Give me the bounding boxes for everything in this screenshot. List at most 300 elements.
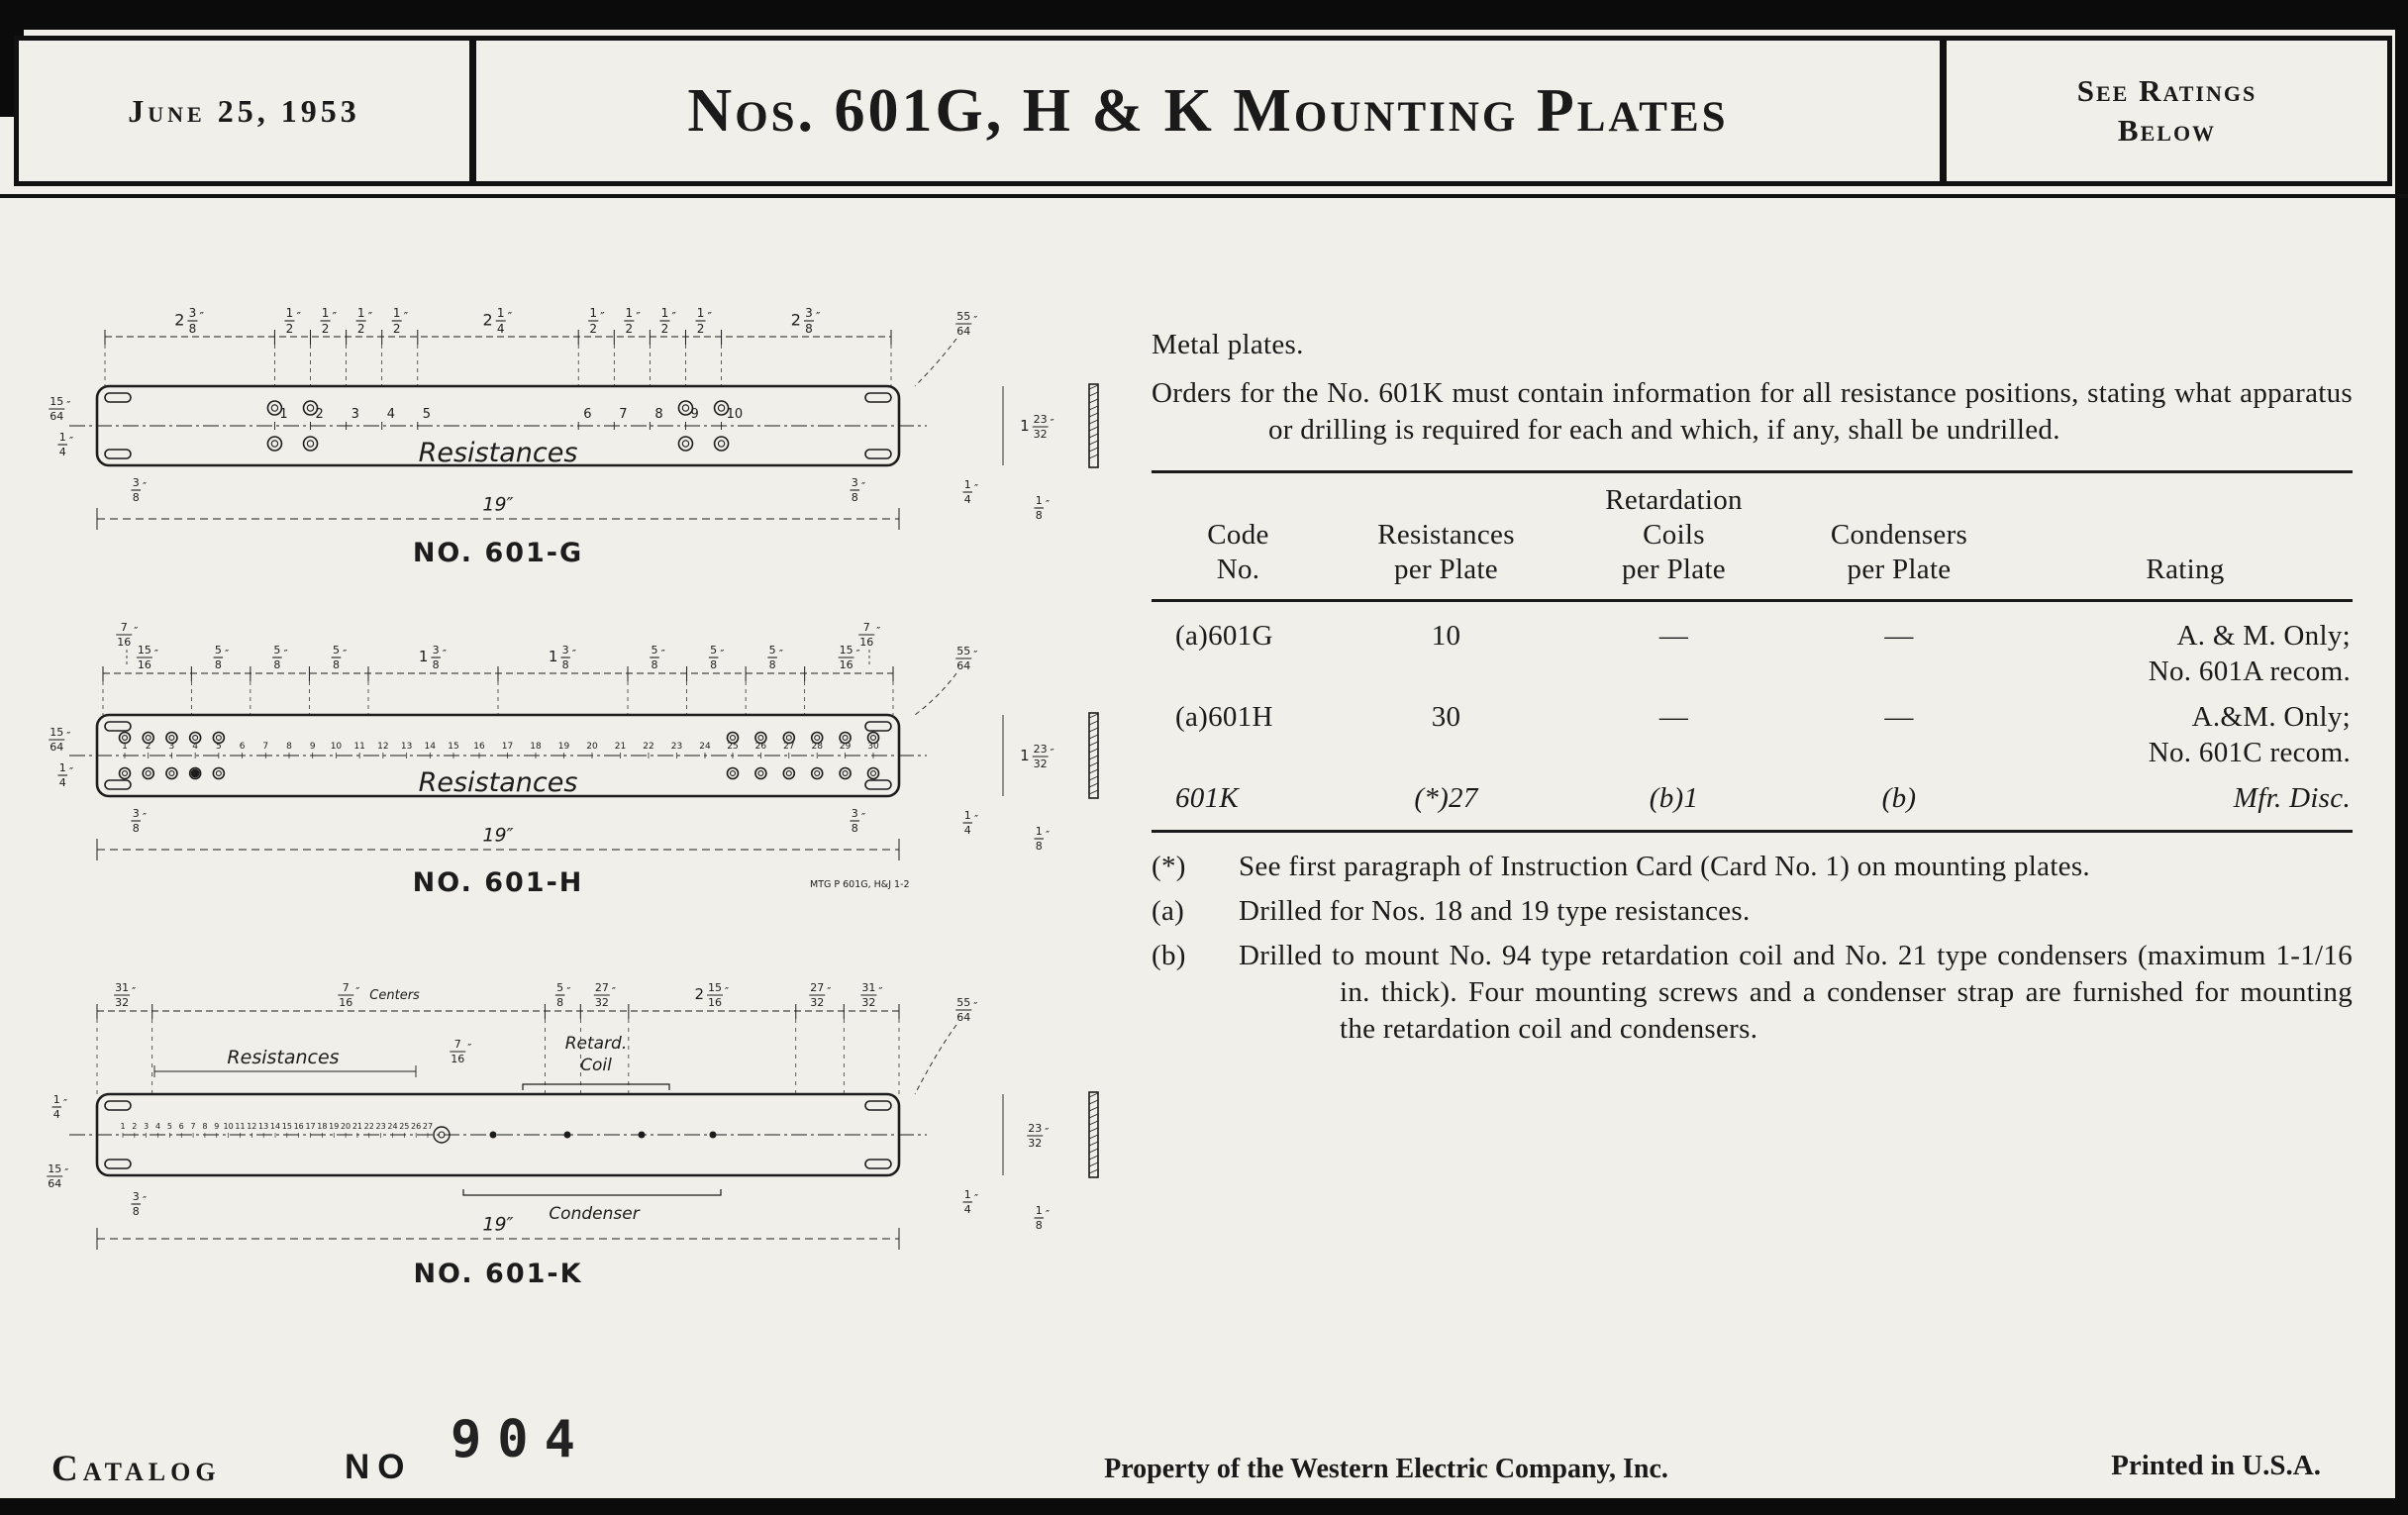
svg-text:16: 16 bbox=[293, 1122, 304, 1131]
svg-text:14: 14 bbox=[269, 1122, 281, 1131]
svg-text:″: ″ bbox=[142, 1194, 148, 1207]
svg-text:8: 8 bbox=[214, 658, 222, 671]
catalog-number: 904 bbox=[451, 1410, 591, 1469]
svg-text:16: 16 bbox=[707, 996, 722, 1009]
svg-text:3: 3 bbox=[851, 476, 858, 489]
svg-text:4: 4 bbox=[963, 493, 971, 506]
orders-paragraph: Orders for the No. 601K must contain information for all resistance positions, stating what apparatus or drilling is required for each and which, if any, shall be undrilled. bbox=[1152, 377, 2353, 446]
svg-text:1: 1 bbox=[625, 306, 634, 320]
svg-text:″: ″ bbox=[973, 813, 979, 826]
svg-text:11: 11 bbox=[235, 1122, 246, 1131]
drawing-caption: NO. 601-K bbox=[413, 1259, 583, 1289]
svg-text:1: 1 bbox=[279, 407, 288, 422]
svg-text:5: 5 bbox=[422, 407, 432, 422]
svg-text:6: 6 bbox=[239, 742, 246, 752]
svg-text:17: 17 bbox=[305, 1122, 316, 1131]
svg-text:13: 13 bbox=[400, 742, 413, 752]
cell-coils: (b)1 bbox=[1649, 782, 1699, 814]
svg-text:26: 26 bbox=[754, 742, 767, 752]
right-border-bar bbox=[2395, 0, 2408, 1515]
drawing-601K bbox=[28, 946, 1166, 1342]
svg-text:64: 64 bbox=[48, 1177, 62, 1190]
description-panel bbox=[1152, 327, 2353, 1056]
retard-coil-label: Retard. bbox=[564, 1034, 628, 1054]
svg-text:″: ″ bbox=[507, 310, 513, 324]
svg-text:2: 2 bbox=[790, 310, 801, 330]
svg-text:8: 8 bbox=[851, 491, 858, 504]
svg-text:″: ″ bbox=[142, 811, 148, 824]
svg-text:1: 1 bbox=[1035, 825, 1043, 838]
table-row-601K bbox=[1152, 780, 2353, 816]
svg-text:31: 31 bbox=[861, 981, 876, 994]
cell-code: 601K bbox=[1175, 782, 1240, 814]
svg-text:″: ″ bbox=[724, 985, 730, 998]
svg-text:″: ″ bbox=[1045, 498, 1051, 511]
svg-text:2: 2 bbox=[696, 322, 705, 336]
svg-text:16: 16 bbox=[839, 658, 853, 671]
svg-text:64: 64 bbox=[50, 741, 64, 754]
svg-text:5: 5 bbox=[332, 644, 340, 656]
svg-text:8: 8 bbox=[202, 1122, 208, 1131]
svg-text:8: 8 bbox=[286, 742, 292, 752]
svg-text:10: 10 bbox=[223, 1122, 234, 1131]
svg-text:8: 8 bbox=[1035, 840, 1043, 853]
drawing-caption: NO. 601-H bbox=[412, 867, 584, 898]
svg-text:64: 64 bbox=[956, 325, 971, 338]
svg-text:″: ″ bbox=[671, 310, 676, 324]
svg-text:7: 7 bbox=[862, 621, 870, 634]
svg-text:9: 9 bbox=[309, 742, 316, 752]
svg-text:″: ″ bbox=[571, 648, 577, 660]
svg-text:13: 13 bbox=[258, 1122, 269, 1131]
svg-text:10: 10 bbox=[726, 407, 744, 422]
svg-text:19″: 19″ bbox=[482, 1213, 514, 1236]
svg-text:″: ″ bbox=[403, 310, 409, 324]
svg-text:2: 2 bbox=[285, 322, 294, 336]
table-row-601G bbox=[1152, 618, 2353, 689]
svg-text:4: 4 bbox=[154, 1122, 161, 1131]
svg-text:22: 22 bbox=[363, 1122, 374, 1131]
svg-text:2: 2 bbox=[315, 407, 324, 422]
svg-text:19″: 19″ bbox=[482, 824, 514, 847]
catalog-no-label: NO bbox=[345, 1448, 413, 1486]
svg-text:1: 1 bbox=[120, 1122, 126, 1131]
svg-text:″: ″ bbox=[283, 648, 288, 660]
svg-text:″: ″ bbox=[1045, 1126, 1050, 1139]
svg-text:12: 12 bbox=[377, 742, 389, 752]
svg-text:8: 8 bbox=[768, 658, 776, 671]
svg-text:1: 1 bbox=[58, 431, 66, 444]
svg-text:15: 15 bbox=[48, 1162, 62, 1175]
svg-text:4: 4 bbox=[963, 824, 971, 837]
svg-text:″: ″ bbox=[876, 625, 881, 638]
svg-text:3: 3 bbox=[144, 1122, 150, 1131]
svg-text:1: 1 bbox=[1035, 494, 1043, 507]
svg-text:7: 7 bbox=[342, 981, 350, 994]
svg-text:″: ″ bbox=[296, 310, 301, 324]
cell-resistances: 10 bbox=[1431, 620, 1461, 652]
svg-text:3: 3 bbox=[132, 476, 140, 489]
svg-text:1: 1 bbox=[548, 647, 558, 665]
svg-text:″: ″ bbox=[332, 310, 338, 324]
cell-coils: — bbox=[1658, 620, 1689, 652]
svg-text:4: 4 bbox=[386, 407, 395, 422]
svg-text:16: 16 bbox=[473, 742, 485, 752]
svg-text:8: 8 bbox=[132, 491, 140, 504]
cell-rating: Mfr. Disc. bbox=[2233, 782, 2351, 814]
svg-text:20: 20 bbox=[586, 742, 598, 752]
svg-text:55: 55 bbox=[956, 645, 971, 657]
svg-text:1: 1 bbox=[963, 809, 971, 822]
svg-text:21: 21 bbox=[351, 1122, 363, 1131]
svg-text:55: 55 bbox=[956, 996, 971, 1009]
svg-text:″: ″ bbox=[153, 648, 159, 660]
svg-text:″: ″ bbox=[68, 435, 74, 448]
svg-text:55: 55 bbox=[956, 310, 971, 323]
svg-text:6: 6 bbox=[583, 407, 592, 422]
svg-text:″: ″ bbox=[134, 625, 139, 638]
footnote-a: (a) Drilled for Nos. 18 and 19 type resistances. bbox=[1152, 895, 1751, 927]
printed-notice: Printed in U.S.A. bbox=[2111, 1450, 2321, 1481]
svg-text:″: ″ bbox=[64, 1166, 69, 1179]
svg-text:5: 5 bbox=[710, 644, 718, 656]
svg-text:32: 32 bbox=[1033, 758, 1048, 770]
svg-text:8: 8 bbox=[561, 658, 569, 671]
svg-text:23: 23 bbox=[670, 742, 683, 752]
svg-text:″: ″ bbox=[66, 399, 71, 412]
svg-text:3: 3 bbox=[851, 807, 858, 820]
svg-text:8: 8 bbox=[132, 1205, 140, 1218]
svg-text:8: 8 bbox=[1035, 1219, 1043, 1232]
svg-text:1: 1 bbox=[418, 647, 429, 665]
svg-text:″: ″ bbox=[367, 310, 373, 324]
table-bottom-rule bbox=[1152, 830, 2353, 833]
svg-text:24: 24 bbox=[387, 1122, 398, 1131]
svg-text:″: ″ bbox=[973, 649, 978, 661]
footnotes bbox=[1152, 849, 2353, 1048]
svg-text:5: 5 bbox=[214, 644, 222, 656]
svg-text:3: 3 bbox=[561, 644, 569, 656]
svg-text:1: 1 bbox=[589, 306, 598, 320]
svg-text:3: 3 bbox=[432, 644, 440, 656]
svg-text:″: ″ bbox=[860, 480, 866, 493]
col-header-resistances: Resistances per Plate bbox=[1377, 519, 1515, 585]
svg-text:″: ″ bbox=[1045, 829, 1051, 842]
cell-coils: — bbox=[1658, 701, 1689, 733]
svg-text:5: 5 bbox=[215, 742, 222, 752]
svg-text:15: 15 bbox=[50, 395, 64, 408]
catalog-label: Catalog bbox=[51, 1449, 221, 1489]
svg-text:15: 15 bbox=[137, 644, 151, 656]
svg-text:″: ″ bbox=[878, 985, 883, 998]
svg-text:2: 2 bbox=[392, 322, 401, 336]
svg-text:23: 23 bbox=[1033, 413, 1048, 426]
resistances-label: Resistances bbox=[227, 1047, 340, 1068]
svg-text:″: ″ bbox=[973, 482, 979, 495]
svg-text:32: 32 bbox=[861, 996, 876, 1009]
drawing-caption: NO. 601-G bbox=[412, 538, 584, 568]
svg-text:28: 28 bbox=[811, 742, 823, 752]
svg-text:10: 10 bbox=[330, 742, 343, 752]
svg-text:Centers: Centers bbox=[369, 987, 420, 1003]
svg-text:″: ″ bbox=[855, 648, 860, 660]
svg-text:″: ″ bbox=[720, 648, 725, 660]
cell-code: (a)601G bbox=[1175, 620, 1273, 652]
svg-text:7: 7 bbox=[190, 1122, 196, 1131]
svg-text:5: 5 bbox=[273, 644, 281, 656]
svg-text:25: 25 bbox=[399, 1122, 410, 1131]
issue-date-text: June 25, 1953 bbox=[128, 92, 360, 129]
svg-text:2: 2 bbox=[145, 742, 151, 752]
svg-text:″: ″ bbox=[66, 730, 71, 743]
svg-text:64: 64 bbox=[956, 1011, 971, 1024]
svg-text:1: 1 bbox=[356, 306, 365, 320]
svg-text:27: 27 bbox=[422, 1122, 434, 1131]
svg-text:1: 1 bbox=[1020, 416, 1030, 435]
svg-text:27: 27 bbox=[783, 742, 795, 752]
svg-text:5: 5 bbox=[651, 644, 658, 656]
svg-text:″: ″ bbox=[1050, 747, 1054, 759]
svg-text:8: 8 bbox=[710, 658, 718, 671]
svg-text:64: 64 bbox=[50, 410, 64, 423]
svg-text:15: 15 bbox=[839, 644, 853, 656]
svg-text:16: 16 bbox=[117, 636, 132, 649]
svg-text:″: ″ bbox=[1050, 417, 1054, 430]
svg-text:″: ″ bbox=[778, 648, 783, 660]
svg-text:3: 3 bbox=[805, 306, 813, 320]
svg-text:24: 24 bbox=[699, 742, 711, 752]
svg-text:16: 16 bbox=[451, 1053, 465, 1065]
svg-text:23: 23 bbox=[1028, 1122, 1043, 1135]
svg-text:7: 7 bbox=[619, 407, 628, 422]
svg-text:32: 32 bbox=[810, 996, 825, 1009]
svg-text:1: 1 bbox=[58, 761, 66, 774]
svg-text:8: 8 bbox=[805, 322, 813, 336]
svg-text:3: 3 bbox=[351, 407, 359, 422]
svg-text:19: 19 bbox=[329, 1122, 340, 1131]
svg-text:19: 19 bbox=[557, 742, 570, 752]
svg-text:1: 1 bbox=[496, 306, 505, 320]
svg-text:16: 16 bbox=[339, 996, 353, 1009]
svg-text:9: 9 bbox=[214, 1122, 220, 1131]
svg-text:3: 3 bbox=[168, 742, 175, 752]
svg-text:15: 15 bbox=[707, 981, 722, 994]
svg-text:18: 18 bbox=[530, 742, 542, 752]
cell-condensers: — bbox=[1884, 620, 1914, 652]
svg-text:25: 25 bbox=[727, 742, 739, 752]
svg-text:12: 12 bbox=[247, 1122, 257, 1131]
svg-text:2: 2 bbox=[132, 1122, 138, 1131]
svg-text:16: 16 bbox=[137, 658, 151, 671]
svg-text:8: 8 bbox=[273, 658, 281, 671]
svg-text:″: ″ bbox=[68, 765, 74, 778]
svg-text:8: 8 bbox=[651, 658, 658, 671]
svg-text:2: 2 bbox=[660, 322, 669, 336]
svg-text:8: 8 bbox=[654, 407, 663, 422]
svg-text:4: 4 bbox=[58, 776, 66, 789]
cell-resistances: (*)27 bbox=[1414, 782, 1478, 814]
svg-text:1: 1 bbox=[660, 306, 669, 320]
svg-text:″: ″ bbox=[827, 985, 832, 998]
svg-text:32: 32 bbox=[115, 996, 130, 1009]
svg-text:″: ″ bbox=[611, 985, 616, 998]
drawing-601H bbox=[28, 594, 1166, 921]
svg-text:22: 22 bbox=[643, 742, 654, 752]
metal-plates-line: Metal plates. bbox=[1152, 329, 1304, 360]
svg-text:″: ″ bbox=[199, 310, 204, 324]
svg-text:8: 8 bbox=[432, 658, 440, 671]
svg-text:6: 6 bbox=[178, 1122, 184, 1131]
plate-label: Resistances bbox=[418, 438, 578, 468]
property-notice: Property of the Western Electric Company, Inc. bbox=[1104, 1454, 1668, 1484]
svg-text:15: 15 bbox=[448, 742, 459, 752]
svg-text:8: 8 bbox=[556, 996, 564, 1009]
cell-resistances: 30 bbox=[1431, 701, 1461, 733]
svg-text:4: 4 bbox=[963, 1203, 971, 1216]
svg-text:20: 20 bbox=[340, 1122, 351, 1131]
col-header-rating: Rating bbox=[2146, 554, 2225, 585]
svg-text:8: 8 bbox=[188, 322, 197, 336]
svg-text:″: ″ bbox=[1045, 1208, 1051, 1221]
svg-text:26: 26 bbox=[411, 1122, 422, 1131]
svg-text:″: ″ bbox=[225, 648, 230, 660]
cell-condensers: (b) bbox=[1881, 782, 1917, 814]
svg-text:2: 2 bbox=[356, 322, 365, 336]
drawing-note: MTG P 601G, H&J 1-2 bbox=[810, 879, 910, 890]
svg-text:2: 2 bbox=[482, 310, 493, 330]
svg-text:4: 4 bbox=[58, 446, 66, 458]
svg-text:2: 2 bbox=[321, 322, 330, 336]
svg-text:8: 8 bbox=[851, 822, 858, 835]
bottom-border-bar bbox=[0, 1498, 2408, 1515]
svg-text:″: ″ bbox=[600, 310, 605, 324]
drawing-601G bbox=[28, 259, 1166, 588]
ratings-table-header bbox=[1152, 473, 2353, 599]
condenser-label: Condenser bbox=[549, 1204, 640, 1224]
svg-text:4: 4 bbox=[52, 1108, 60, 1121]
col-header-retardation-coils: Retardation Coils per Plate bbox=[1605, 484, 1743, 585]
plate-label: Resistances bbox=[418, 767, 578, 798]
svg-text:7: 7 bbox=[120, 621, 128, 634]
footnote-star: (*) See first paragraph of Instruction Card (Card No. 1) on mounting plates. bbox=[1152, 851, 2090, 882]
svg-text:1: 1 bbox=[963, 1188, 971, 1201]
svg-text:″: ″ bbox=[636, 310, 641, 324]
svg-text:″: ″ bbox=[973, 1192, 979, 1205]
col-header-condensers: Condensers per Plate bbox=[1830, 519, 1968, 585]
svg-text:″: ″ bbox=[62, 1097, 68, 1110]
svg-text:″: ″ bbox=[860, 811, 866, 824]
svg-text:7: 7 bbox=[262, 742, 269, 752]
svg-text:23: 23 bbox=[1033, 743, 1048, 756]
svg-text:″: ″ bbox=[355, 985, 360, 998]
svg-text:15: 15 bbox=[281, 1122, 292, 1131]
cell-rating: A.&M. Only; No. 601C recom. bbox=[2148, 701, 2351, 768]
svg-text:″: ″ bbox=[343, 648, 348, 660]
svg-text:31: 31 bbox=[115, 981, 130, 994]
svg-text:3: 3 bbox=[132, 1190, 140, 1203]
svg-text:32: 32 bbox=[594, 996, 609, 1009]
masthead-double-rule bbox=[0, 194, 2408, 198]
col-header-code: Code No. bbox=[1207, 519, 1269, 585]
svg-text:8: 8 bbox=[1035, 509, 1043, 522]
svg-text:″: ″ bbox=[467, 1042, 472, 1055]
svg-text:1: 1 bbox=[696, 306, 705, 320]
svg-text:1: 1 bbox=[1035, 1204, 1043, 1217]
svg-text:4: 4 bbox=[192, 742, 199, 752]
ratings-table-body bbox=[1152, 602, 2353, 830]
svg-text:32: 32 bbox=[1033, 428, 1048, 441]
table-row-601H bbox=[1152, 699, 2353, 770]
page-title-text: Nos. 601G, H & K Mounting Plates bbox=[687, 76, 1729, 145]
svg-text:1: 1 bbox=[52, 1093, 60, 1106]
svg-text:″: ″ bbox=[973, 314, 978, 327]
svg-text:5: 5 bbox=[556, 981, 564, 994]
svg-text:5: 5 bbox=[768, 644, 776, 656]
svg-text:2: 2 bbox=[625, 322, 634, 336]
svg-text:29: 29 bbox=[839, 742, 852, 752]
svg-text:27: 27 bbox=[594, 981, 609, 994]
svg-text:16: 16 bbox=[859, 636, 874, 649]
svg-text:1: 1 bbox=[285, 306, 294, 320]
svg-text:Coil: Coil bbox=[580, 1056, 612, 1075]
svg-text:3: 3 bbox=[188, 306, 197, 320]
svg-text:23: 23 bbox=[375, 1122, 386, 1131]
svg-text:″: ″ bbox=[660, 648, 665, 660]
top-border-bar bbox=[0, 0, 2408, 30]
svg-text:3: 3 bbox=[132, 807, 140, 820]
svg-text:21: 21 bbox=[614, 742, 627, 752]
issue-date bbox=[19, 41, 476, 181]
svg-text:14: 14 bbox=[424, 742, 437, 752]
ratings-note-line1: See Ratings bbox=[2076, 73, 2258, 108]
svg-text:″: ″ bbox=[442, 648, 448, 660]
svg-text:″: ″ bbox=[707, 310, 713, 324]
svg-text:1: 1 bbox=[321, 306, 330, 320]
svg-text:17: 17 bbox=[501, 742, 514, 752]
svg-text:4: 4 bbox=[496, 322, 505, 336]
svg-text:11: 11 bbox=[353, 742, 365, 752]
svg-text:″: ″ bbox=[973, 1000, 978, 1013]
svg-text:1: 1 bbox=[963, 478, 971, 491]
cell-condensers: — bbox=[1884, 701, 1914, 733]
svg-text:2: 2 bbox=[694, 984, 704, 1003]
cell-rating: A. & M. Only; No. 601A recom. bbox=[2148, 620, 2351, 687]
svg-text:8: 8 bbox=[132, 822, 140, 835]
ratings-note bbox=[1940, 41, 2387, 181]
svg-text:15: 15 bbox=[50, 726, 64, 739]
svg-text:2: 2 bbox=[589, 322, 598, 336]
svg-text:9: 9 bbox=[690, 407, 699, 422]
svg-text:30: 30 bbox=[867, 742, 879, 752]
svg-text:″: ″ bbox=[142, 480, 148, 493]
svg-text:32: 32 bbox=[1028, 1137, 1043, 1150]
svg-text:2: 2 bbox=[174, 310, 185, 330]
svg-text:″: ″ bbox=[566, 985, 571, 998]
svg-text:19″: 19″ bbox=[482, 493, 514, 516]
svg-text:27: 27 bbox=[810, 981, 825, 994]
svg-text:1: 1 bbox=[122, 742, 128, 752]
svg-text:″: ″ bbox=[132, 985, 137, 998]
page-title bbox=[476, 41, 1940, 181]
svg-text:64: 64 bbox=[956, 659, 971, 672]
ratings-note-line2: Below bbox=[2117, 113, 2217, 148]
svg-text:5: 5 bbox=[166, 1122, 172, 1131]
svg-text:18: 18 bbox=[317, 1122, 328, 1131]
masthead bbox=[14, 36, 2392, 186]
svg-text:8: 8 bbox=[332, 658, 340, 671]
svg-text:1: 1 bbox=[1020, 746, 1030, 764]
svg-text:″: ″ bbox=[816, 310, 821, 324]
